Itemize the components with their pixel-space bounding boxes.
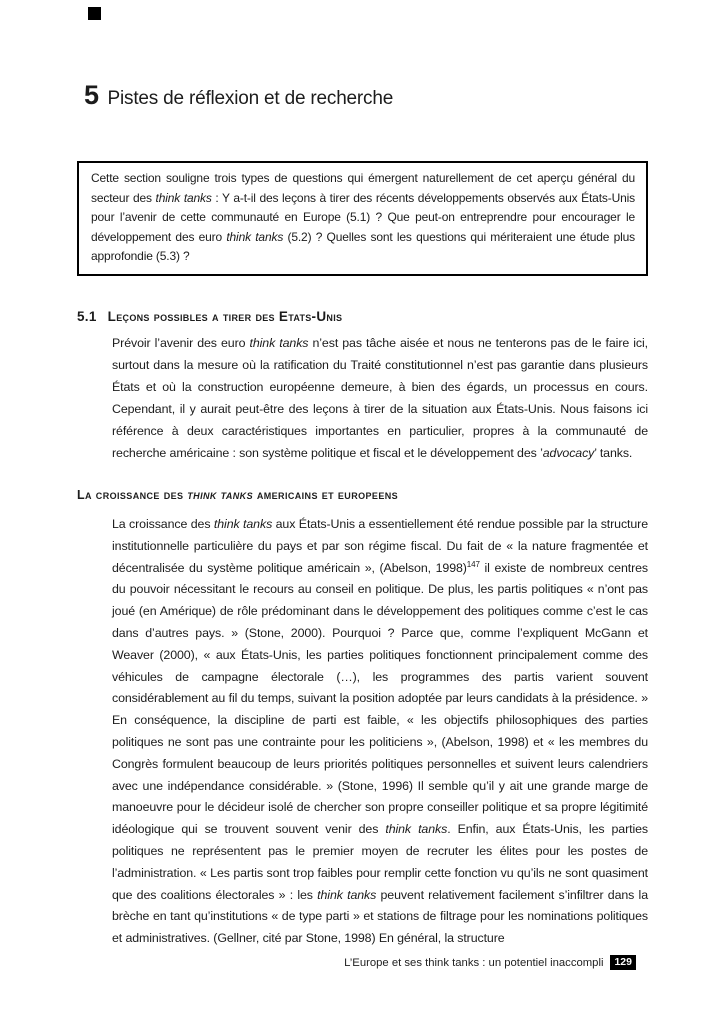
intro-summary-box [77, 161, 648, 276]
chapter-title-text: Pistes de réflexion et de recherche [107, 88, 394, 109]
footer-running-title: L’Europe et ses think tanks : un potentiel inaccompli [344, 956, 604, 969]
chapter-number: 5 [84, 80, 99, 110]
subsection-heading-growth [77, 488, 398, 502]
paragraph-growth-body [112, 514, 648, 950]
intro-summary-text: Cette section souligne trois types de questions qui émergent naturellement de cet aperçu général du secteur des think tanks : Y a-t-il des leçons à tirer des récents développements observés aux États-Unis pour l’avenir de cette communauté en Europe (5.1) ? Que peut-on entreprendre pour encourager le développement des euro think tanks (5.2) ? Quelles sont les questions qui mériteraient une étude plus approfondie (5.3) ? [91, 171, 635, 263]
paragraph-text: Prévoir l’avenir des euro think tanks n’est pas tâche aisée et nous ne tenterons pas de le faire ici, surtout dans la mesure où la ratification du Traité constitutionnel n’est pas garantie dans plusieurs États et où la construction européenne demeure, à bien des égards, un processus en cours. Cependant, il y aurait peut-être des leçons à tirer de la situation aux États-Unis. Nous faisons ici référence à deux caractéristiques importantes en particulier, propres à la communauté de recherche américaine : son système politique et fiscal et le développement des ’advocacy’ tanks. [112, 336, 648, 460]
section-heading-5-1 [77, 309, 342, 324]
paragraph-lessons-intro [112, 332, 648, 464]
subsection-title-text: La croissance des think tanks americains et europeens [77, 488, 399, 502]
section-number: 5.1 [77, 309, 97, 324]
chapter-title [84, 80, 393, 111]
page-number-badge: 129 [610, 955, 636, 970]
page-footer [344, 955, 636, 970]
chapter-corner-marker-icon [88, 7, 101, 20]
section-title-text: Leçons possibles a tirer des Etats-Unis [107, 309, 343, 324]
paragraph-text: La croissance des think tanks aux États-Unis a essentiellement été rendue possible par la structure institutionnelle particulière du pays et par son régime fiscal. Du fait de « la nature fragmentée et décentralisée du système politique américain », (Abelson, 1998)$^{147}$ il existe de nombreux centres du pouvoir nécessitant le recours au conseil en politique. De plus, les partis politiques « n’ont pas joué (en Amérique) de rôle prédominant dans le développement des politiques comme c’est le cas dans d’autres pays. » (Stone, 2000). Pourquoi ? Parce que, comme l’expliquent McGann et Weaver (2000), « aux États-Unis, les parties politiques fonctionnent principalement comme des véhicules de campagne électorale (…), les programmes des partis varient souvent considérablement au fil du temps, suivant la position adoptée par leurs candidats à la présidence. » En conséquence, la discipline de parti est faible, « les objectifs philosophiques des parties politiques ne sont pas une contrainte pour les politiciens », (Abelson, 1998) et « les membres du Congrès formulent beaucoup de leurs priorités politiques personnelles et suivent leurs calendriers avec une indépendance considérable. » (Stone, 1996) Il semble qu’il y ait une grande marge de manoeuvre pour le décideur isolé de chercher son propre conseiller politique et sa propre légitimité idéologique qui se trouvent souvent venir des think tanks. Enfin, aux États-Unis, les parties politiques ne représentent pas le premier moyen de recruter les élites pour les postes de l’administration. « Les partis sont trop faibles pour remplir cette fonction vu qu’ils ne sont quasiment que des coalitions électorales » : les think tanks peuvent relativement facilement s’infiltrer dans la brèche en tant qu’institutions « de type parti » et stations de filtrage pour les nominations politiques et administratives. (Gellner, cité par Stone, 1998) En général, la structure [112, 517, 649, 946]
